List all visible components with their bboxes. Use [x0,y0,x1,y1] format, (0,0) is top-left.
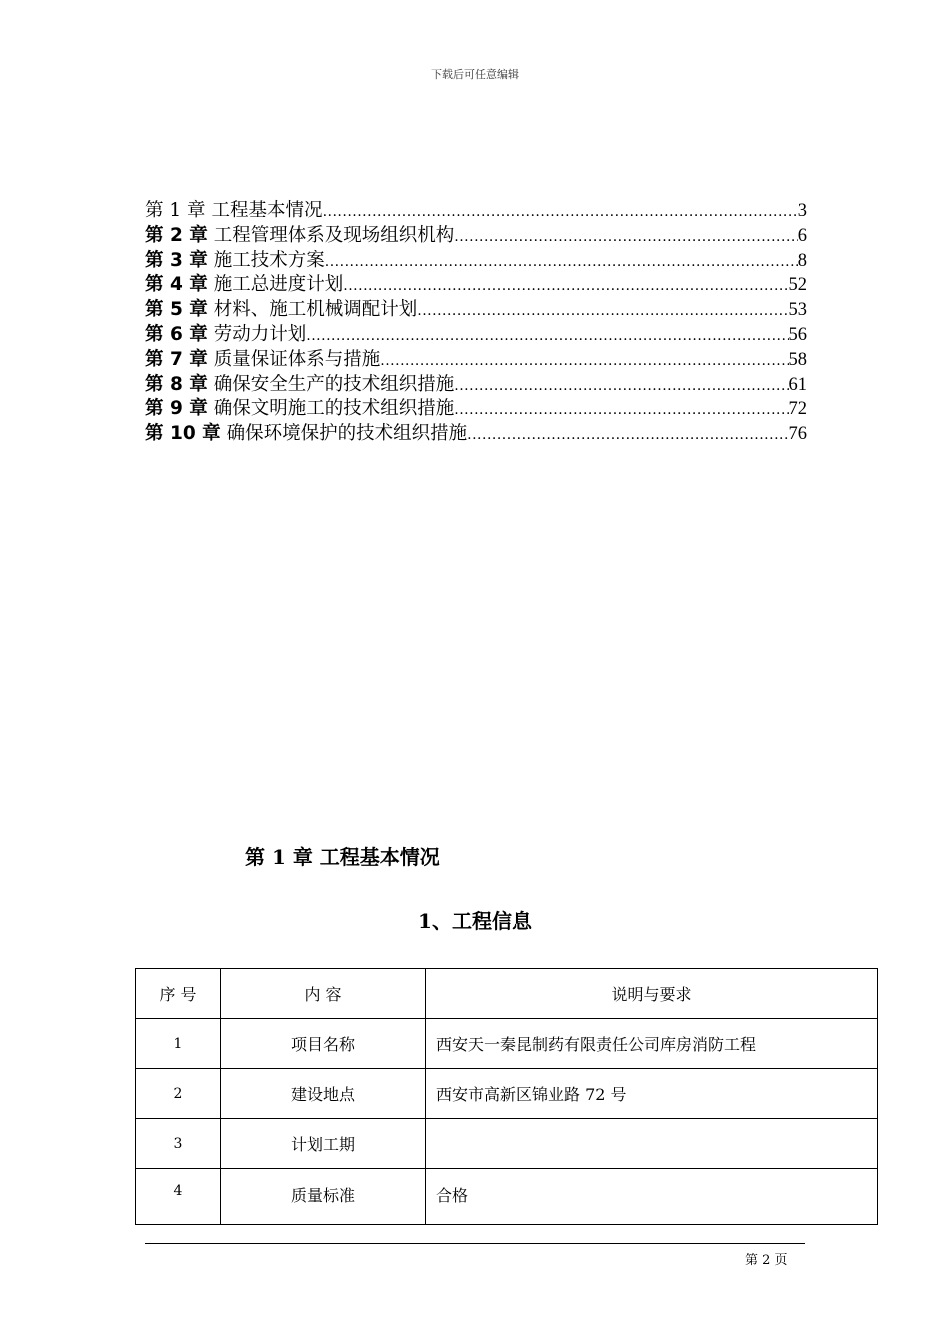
toc-page-number: 61 [788,374,807,395]
footer-divider [145,1243,805,1244]
toc-chapter-number: 第 1 章 [145,200,206,221]
table-row [136,1169,878,1225]
header-note: 下载后可任意编辑 [431,68,519,81]
page-number: 第 2 页 [745,1253,788,1268]
toc-chapter-title: 工程管理体系及现场组织机构 [213,224,455,246]
toc-entry[interactable] [145,323,807,348]
toc-leader-dots [306,324,788,349]
table-header-row [136,969,878,1019]
header-cell-description: 说明与要求 [426,969,878,1019]
toc-entry[interactable] [145,199,807,224]
table-cell-value: 合格 [426,1169,878,1225]
header-cell-content: 内 容 [221,969,426,1019]
toc-chapter-title: 确保安全生产的技术组织措施 [213,373,455,395]
toc-leader-dots [454,225,797,250]
toc-chapter-title: 劳动力计划 [213,323,307,345]
toc-entry[interactable] [145,397,807,422]
table-cell-index: 4 [136,1169,221,1225]
table-of-contents [145,199,807,447]
table-cell-item: 项目名称 [221,1019,426,1069]
toc-entry[interactable] [145,298,807,323]
toc-chapter-number: 第 2 章 [145,224,208,246]
toc-leader-dots [343,274,788,299]
toc-entry[interactable] [145,224,807,249]
toc-chapter-title: 施工总进度计划 [213,274,344,296]
table-cell-value: 西安天一秦昆制药有限责任公司库房消防工程 [426,1019,878,1069]
toc-entry[interactable] [145,249,807,274]
toc-page-number: 3 [797,201,807,221]
toc-leader-dots [380,349,788,374]
toc-chapter-number: 第 4 章 [145,274,208,296]
toc-chapter-number: 第 9 章 [145,398,208,420]
toc-page-number: 52 [788,275,807,296]
toc-page-number: 53 [788,300,807,321]
table-cell-index: 2 [136,1069,221,1119]
toc-leader-dots [454,374,788,399]
toc-entry[interactable] [145,348,807,373]
table-cell-item: 建设地点 [221,1069,426,1119]
toc-chapter-title: 材料、施工机械调配计划 [213,299,418,321]
toc-chapter-number: 第 7 章 [145,348,208,370]
table-cell-index: 3 [136,1119,221,1169]
toc-page-number: 6 [797,225,807,246]
toc-leader-dots [454,398,788,423]
toc-page-number: 58 [788,349,807,370]
toc-chapter-number: 第 8 章 [145,373,208,395]
toc-chapter-title: 质量保证体系与措施 [213,348,381,370]
table-row [136,1069,878,1119]
table-row [136,1019,878,1069]
table-row [136,1119,878,1169]
toc-chapter-title: 施工技术方案 [213,249,325,271]
toc-chapter-number: 第 5 章 [145,299,208,321]
toc-page-number: 76 [788,424,807,445]
section-heading: 1、工程信息 [418,909,532,933]
toc-entry[interactable] [145,422,807,447]
project-info-table [135,968,878,1225]
toc-chapter-number: 第 10 章 [145,423,221,445]
toc-leader-dots [323,200,798,225]
toc-entry[interactable] [145,273,807,298]
toc-leader-dots [417,299,788,324]
toc-page-number: 56 [788,324,807,345]
table-cell-item: 计划工期 [221,1119,426,1169]
chapter-heading: 第 1 章 工程基本情况 [245,845,440,869]
toc-leader-dots [467,423,788,448]
toc-chapter-number: 第 6 章 [145,323,208,345]
toc-leader-dots [325,250,798,275]
table-cell-value: 西安市高新区锦业路 72 号 [426,1069,878,1119]
table-cell-item: 质量标准 [221,1169,426,1225]
toc-chapter-title: 工程基本情况 [211,200,323,221]
toc-page-number: 8 [797,250,807,271]
header-cell-index: 序 号 [136,969,221,1019]
table-cell-index: 1 [136,1019,221,1069]
toc-page-number: 72 [788,399,807,420]
toc-chapter-title: 确保环境保护的技术组织措施 [226,423,468,445]
toc-chapter-number: 第 3 章 [145,249,208,271]
table-cell-value [426,1119,878,1169]
toc-entry[interactable] [145,373,807,398]
toc-chapter-title: 确保文明施工的技术组织措施 [213,398,455,420]
